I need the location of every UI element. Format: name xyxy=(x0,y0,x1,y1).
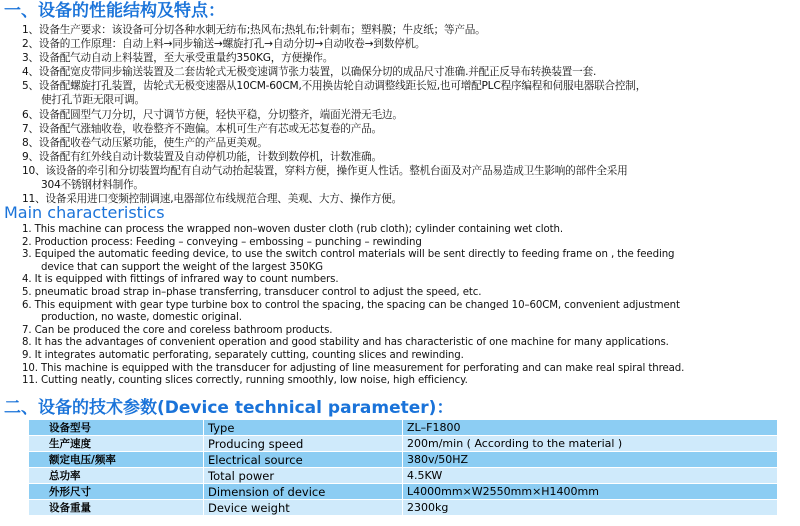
spec-label-cn: 外形尺寸 xyxy=(29,484,204,500)
list-item: 11. Cutting neatly, counting slices correctly, running smoothly, low noise, high efficiency. xyxy=(22,375,468,387)
characteristics-list xyxy=(0,224,800,388)
section-title-main-characteristics: Main characteristics xyxy=(4,203,165,222)
list-item: 9. It integrates automatic perforating, separately cutting, counting slices and rewinding. xyxy=(22,349,464,361)
spec-value: 4.5KW xyxy=(403,468,778,484)
list-item: 1. This machine can process the wrapped non–woven duster cloth (rub cloth); cylinder containing wet cloth. xyxy=(22,224,564,235)
table-row xyxy=(29,420,778,436)
spec-value: 2300kg xyxy=(403,500,778,516)
features-list xyxy=(0,23,800,206)
spec-label-en: Electrical source xyxy=(204,452,403,468)
spec-label-en: Total power xyxy=(204,468,403,484)
list-item: 5、设备配螺旋打孔装置，齿轮式无极变速器从10CM-60CM,不用换齿轮自动调整线距长短,也可增配PLC程序编程和伺服电器联合控制， xyxy=(22,80,647,93)
list-item: 6、设备配圆型气刀分切，尺寸调节方便，轻快平稳，分切整齐，端面光滑无毛边。 xyxy=(22,108,403,121)
list-item: 3. Equiped the automatic feeding device, to use the switch control materials will be sent directly to feeding frame on , the feeding xyxy=(22,249,675,261)
continuation-text: device that can support the weight of the largest 350KG xyxy=(41,261,323,273)
list-item: 5. pneumatic broad strap in–phase transferring, transducer control to adjust the speed, etc. xyxy=(22,286,482,298)
spec-label-cn: 额定电压/频率 xyxy=(29,452,204,468)
list-item: 2. Production process: Feeding – conveying – embossing – punching – rewinding xyxy=(22,236,422,248)
spec-table xyxy=(28,419,778,516)
list-item-continuation xyxy=(0,178,800,192)
spec-label-cn: 设备重量 xyxy=(29,500,204,516)
spec-value: 200m/min ( According to the material ) xyxy=(403,436,778,452)
spec-label-cn: 总功率 xyxy=(29,468,204,484)
list-item: 10、该设备的牵引和分切装置均配有自动气动抬起装置，穿料方便，操作更人性话。整机台面及对产品易造成卫生影响的部件全采用 xyxy=(22,164,628,177)
list-item: 8. It has the advantages of convenient operation and good stability and has characteristic of one machine for many applications. xyxy=(22,337,669,349)
spec-label-cn: 设备型号 xyxy=(29,420,204,436)
spec-label-en: Type xyxy=(204,420,403,436)
list-item: 7. Can be produced the core and coreless bathroom products. xyxy=(22,324,333,336)
list-item: 8、设备配收卷气动压紧功能，使生产的产品更美观。 xyxy=(22,136,268,149)
table-row xyxy=(29,436,778,452)
spec-value: 380v/50HZ xyxy=(403,452,778,468)
list-item: 4. It is equipped with fittings of infrared way to count numbers. xyxy=(22,274,339,286)
table-row xyxy=(29,500,778,516)
spec-label-en: Device weight xyxy=(204,500,403,516)
table-row xyxy=(29,452,778,468)
list-item: 10. This machine is equipped with the transducer for adjusting of line measurement for perforating and can make real spiral thread. xyxy=(22,362,685,374)
spec-value: L4000mm×W2550mm×H1400mm xyxy=(403,484,778,500)
list-item: 2、设备的工作原理：自动上料→同步输送→螺旋打孔→自动分切→自动收卷→到数停机。 xyxy=(22,38,426,51)
continuation-text: production, no waste, domestic original. xyxy=(41,312,242,324)
section-title-features: 一、设备的性能结构及特点： xyxy=(4,1,225,21)
table-row xyxy=(29,484,778,500)
section-title-technical-parameter: 二、设备的技术参数(Device technical parameter)： xyxy=(4,398,454,418)
table-row xyxy=(29,468,778,484)
continuation-text: 304不锈钢材料制作。 xyxy=(41,179,144,192)
spec-label-cn: 生产速度 xyxy=(29,436,204,452)
list-item-continuation xyxy=(0,312,800,325)
list-item: 9、设备配有红外线自动计数装置及自动停机功能，计数到数停机，计数准确。 xyxy=(22,150,382,163)
list-item: 11、设备采用进口变频控制调速,电器部位布线规范合理、美观、大方、操作方便。 xyxy=(22,193,403,206)
list-item: 6. This equipment with gear type turbine box to control the spacing, the spacing can be changed 10–60CM, convenient adjustment xyxy=(22,299,680,311)
continuation-text: 使打孔节距无限可调。 xyxy=(41,94,145,107)
list-item: 3、设备配气动自动上料装置，至大承受重量约350KG，方便操作。 xyxy=(22,52,334,65)
list-item-continuation xyxy=(0,262,800,275)
spec-value: ZL–F1800 xyxy=(403,420,778,436)
spec-label-en: Producing speed xyxy=(204,436,403,452)
list-item: 7、设备配气涨轴收卷，收卷整齐不跑偏。本机可生产有芯或无芯复卷的产品。 xyxy=(22,122,382,135)
list-item: 4、设备配宽皮带同步输送装置及二套齿轮式无极变速调节张力装置，以确保分切的成品尺寸准确.并配正反导布转换装置一套. xyxy=(22,66,597,79)
list-item-continuation xyxy=(0,93,800,107)
spec-label-en: Dimension of device xyxy=(204,484,403,500)
list-item: 1、设备生产要求：该设备可分切各种水刺无纺布;热风布;热轧布;针刺布；塑料膜；牛皮纸；等产品。 xyxy=(22,24,486,36)
